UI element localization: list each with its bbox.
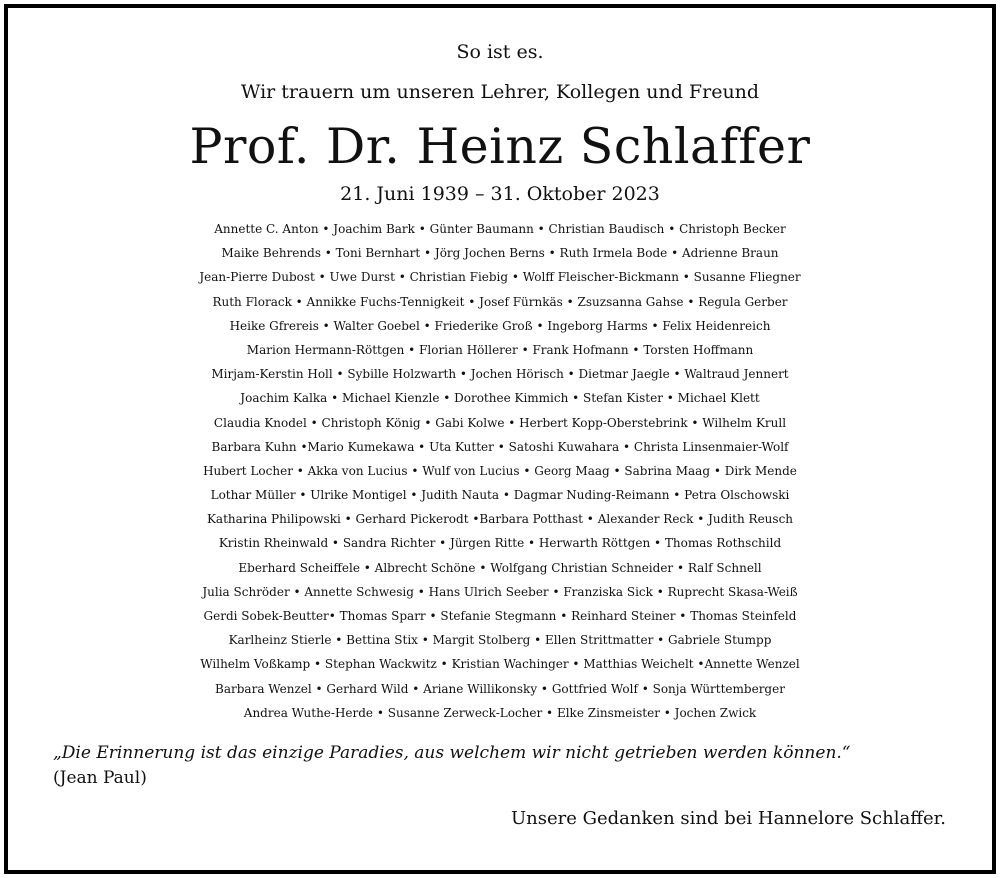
mourners-line: Claudia Knodel • Christoph König • Gabi Kolwe • Herbert Kopp-Oberstebrink • Wilhelm Krull: [213, 415, 787, 430]
mourners-line: Eberhard Scheiffele • Albrecht Schöne • Wolfgang Christian Schneider • Ralf Schnell: [238, 560, 762, 575]
mourners-line: Gerdi Sobek-Beutter• Thomas Sparr • Stefanie Stegmann • Reinhard Steiner • Thomas Steinfeld: [203, 609, 797, 623]
mourners-line: Barbara Kuhn •Mario Kumekawa • Uta Kutter • Satoshi Kuwahara • Christa Linsenmaier-Wolf: [211, 439, 789, 454]
mourners-line: Hubert Locher • Akka von Lucius • Wulf von Lucius • Georg Maag • Sabrina Maag • Dirk Mende: [203, 463, 797, 478]
life-dates: 21. Juni 1939 – 31. Oktober 2023: [340, 183, 660, 205]
motto: So ist es.: [456, 41, 544, 63]
closing-line: Unsere Gedanken sind bei Hannelore Schlaffer.: [511, 808, 946, 829]
mourners-line: Mirjam-Kerstin Holl • Sybille Holzwarth • Jochen Hörisch • Dietmar Jaegle • Waltraud Jennert: [211, 367, 789, 382]
mourners-line: Wilhelm Voßkamp • Stephan Wackwitz • Kristian Wachinger • Matthias Weichelt •Annette Wenzel: [200, 657, 800, 672]
mourners-line: Annette C. Anton • Joachim Bark • Günter Baumann • Christian Baudisch • Christoph Becker: [214, 222, 786, 236]
mourners-line: Andrea Wuthe-Herde • Susanne Zerweck-Locher • Elke Zinsmeister • Jochen Zwick: [243, 705, 757, 720]
mourners-line: Heike Gfrereis • Walter Goebel • Friederike Groß • Ingeborg Harms • Felix Heidenreich: [229, 318, 771, 333]
quote-text: „Die Erinnerung ist das einzige Paradies, aus welchem wir nicht getrieben werden können.“: [53, 743, 851, 763]
mourners-line: Maike Behrends • Toni Bernhart • Jörg Jochen Berns • Ruth Irmela Bode • Adrienne Braun: [221, 246, 779, 261]
mourners-line: Marion Hermann-Röttgen • Florian Höllerer • Frank Hofmann • Torsten Hoffmann: [246, 342, 754, 357]
mourners-line: Jean-Pierre Dubost • Uwe Durst • Christian Fiebig • Wolff Fleischer-Bickmann • Susanne Fliegner: [199, 270, 801, 285]
intro-line: Wir trauern um unseren Lehrer, Kollegen und Freund: [240, 81, 760, 103]
mourners-line: Karlheinz Stierle • Bettina Stix • Margit Stolberg • Ellen Strittmatter • Gabriele Stumpp: [228, 633, 772, 648]
mourners-line: Barbara Wenzel • Gerhard Wild • Ariane Willikonsky • Gottfried Wolf • Sonja Württemberger: [215, 681, 785, 696]
mourners-line: Kristin Rheinwald • Sandra Richter • Jürgen Ritte • Herwarth Röttgen • Thomas Rothschild: [218, 536, 782, 551]
mourners-line: Julia Schröder • Annette Schwesig • Hans Ulrich Seeber • Franziska Sick • Ruprecht Skasa-Weiß: [202, 584, 798, 599]
mourners-line: Lothar Müller • Ulrike Montigel • Judith Nauta • Dagmar Nuding-Reimann • Petra Olschowski: [210, 488, 790, 503]
mourners-list: [8, 217, 992, 725]
mourners-line: Katharina Philipowski • Gerhard Pickerodt •Barbara Potthast • Alexander Reck • Judith Reusch: [206, 512, 794, 527]
deceased-name: Prof. Dr. Heinz Schlaffer: [189, 118, 811, 175]
mourners-line: Ruth Florack • Annikke Fuchs-Tennigkeit • Josef Fürnkäs • Zsuzsanna Gahse • Regula Gerber: [212, 294, 788, 309]
obituary-notice: [4, 4, 996, 874]
mourners-line: Joachim Kalka • Michael Kienzle • Dorothee Kimmich • Stefan Kister • Michael Klett: [240, 391, 760, 406]
quote-author: (Jean Paul): [53, 768, 147, 788]
